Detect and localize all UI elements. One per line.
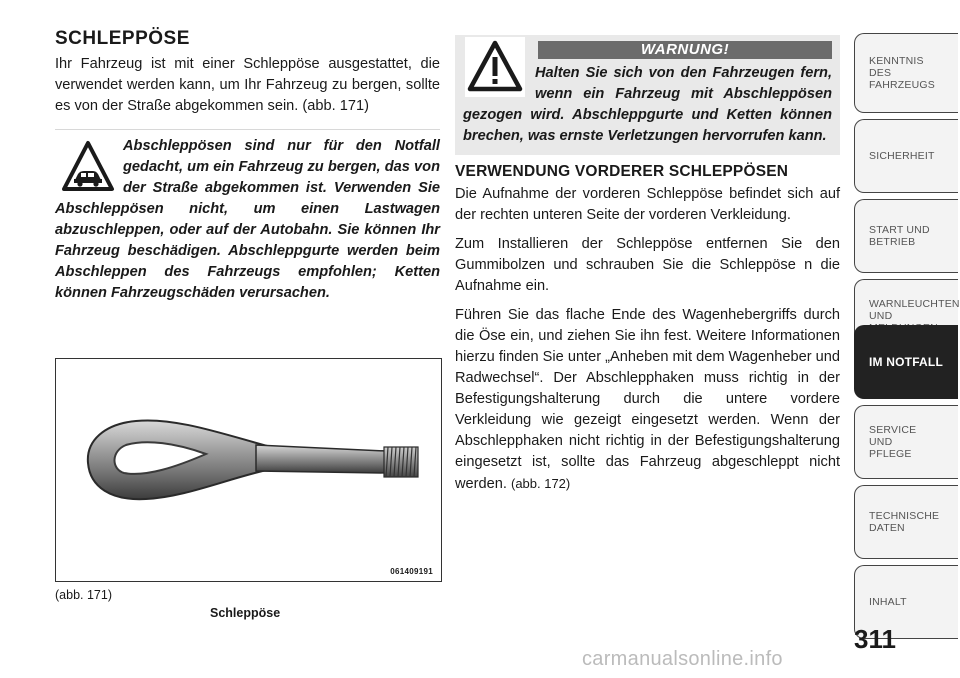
paragraph-3	[455, 305, 840, 495]
tab-label: WARNLEUCHTEN UND	[869, 298, 960, 322]
tab-service-und-pflege[interactable]	[854, 405, 958, 479]
right-column	[455, 35, 840, 503]
caution-note-text: Abschleppösen sind nur für den Notfall gedacht, um ein Fahrzeug zu bergen, das von der Straße abgekommen ist. Verwenden Sie Abschleppösen nicht, um einen Lastwagen abzuschleppen, oder auf der Autobahn. Sie können Ihr Fahrzeug beschädigen. Abschleppgurte werden beim Abschleppen des Fahrzeugs empfohlen; Ketten können Fahrzeugschäden verursachen.	[55, 138, 440, 301]
tab-label: SICHERHEIT	[869, 150, 935, 162]
warning-triangle-icon	[465, 37, 525, 97]
figure-caption: Schleppöse	[210, 606, 281, 620]
intro-paragraph: Ihr Fahrzeug ist mit einer Schleppöse ausgestattet, die verwendet werden kann, um Ihr Fahrzeug zu bergen, sollte es von der Straße abgekommen sein. (abb. 171)	[55, 56, 440, 114]
tab-sicherheit[interactable]	[854, 119, 958, 193]
figure-code: 061409191	[390, 567, 433, 576]
tab-kenntnis-des-fahrzeugs[interactable]	[854, 33, 958, 113]
tab-label: TECHNISCHE DATEN	[869, 510, 940, 534]
tab-im-notfall[interactable]	[854, 325, 958, 399]
paragraph-3-text: Führen Sie das flache Ende des Wagenhebergriffs durch die Öse ein, und ziehen Sie ihn fest. Weitere Informationen hierzu finden Sie unter „Anheben mit dem Wagenheber und Radwechsel“. Der Abschlepphaken muss richtig in der Befestigungshalterung durch die untere vordere Verkleidung wie gezeigt eingesetzt werden. Wenn der Abschlepphaken nicht richtig in der Befestigungshalterung eingesetzt ist, sollte das Fahrzeug abgeschleppt nicht werden.	[455, 307, 840, 492]
tab-label: INHALT	[869, 596, 907, 608]
tow-eye-illustration	[56, 359, 439, 579]
page-number: 311	[854, 624, 896, 654]
figure-reference: (abb. 172)	[510, 476, 571, 491]
left-column	[55, 28, 440, 304]
tab-label: KENNTNIS DES FAHRZEUGS	[869, 55, 935, 91]
watermark: carmanualsonline.info	[582, 648, 783, 670]
warning-box	[455, 35, 840, 155]
section-heading-vordere-schleppoesen: VERWENDUNG VORDERER SCHLEPPÖSEN	[455, 163, 789, 180]
figure-label: (abb. 171)	[55, 588, 112, 602]
tab-label: SERVICE UND PFLEGE	[869, 424, 917, 460]
paragraph-1: Die Aufnahme der vorderen Schleppöse befindet sich auf der rechten unteren Seite der vorderen Verkleidung.	[455, 186, 840, 223]
caution-note	[55, 129, 440, 304]
tab-label: START UND BETRIEB	[869, 224, 930, 248]
paragraph-2: Zum Installieren der Schleppöse entfernen Sie den Gummibolzen und schrauben Sie die Schleppöse n die Aufnahme ein.	[455, 236, 840, 294]
car-warning-icon	[61, 140, 115, 194]
warning-title: WARNUNG!	[538, 41, 832, 59]
tab-technische-daten[interactable]	[854, 485, 958, 559]
tab-start-und-betrieb[interactable]	[854, 199, 958, 273]
warning-text: Halten Sie sich von den Fahrzeugen fern, wenn ein Fahrzeug mit Abschleppösen gezogen wird. Abschleppgurte und Ketten können brechen, was ernste Verletzungen hervorrufen kann.	[463, 65, 832, 144]
figure-tow-eye	[55, 358, 442, 582]
tab-label: IM NOTFALL	[869, 355, 943, 369]
section-heading-schleppoese: SCHLEPPÖSE	[55, 28, 190, 49]
